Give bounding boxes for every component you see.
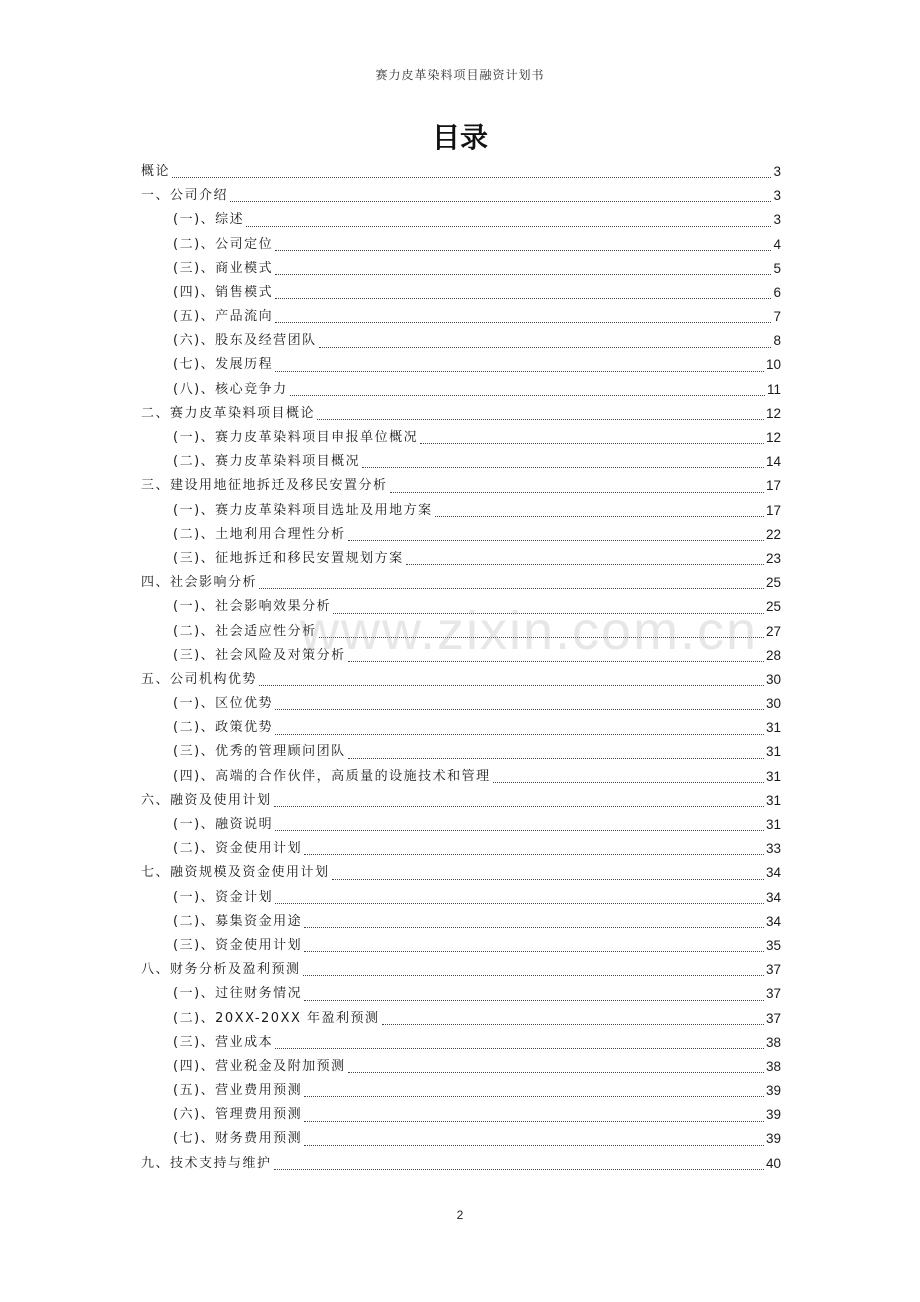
toc-entry-label: 五、公司机构优势 [141, 671, 258, 687]
toc-entry-label: (二)、社会适应性分析 [173, 623, 317, 639]
toc-entry-page: 3 [773, 163, 781, 179]
toc-entry-label: (三)、商业模式 [173, 260, 274, 276]
toc-entry-page: 37 [765, 962, 781, 978]
toc-entry-label: (一)、融资说明 [173, 817, 274, 833]
toc-entry[interactable] [141, 547, 781, 571]
toc-dot-leader [259, 684, 764, 686]
toc-entry-page: 6 [773, 284, 781, 300]
toc-entry-label: 八、财务分析及盈利预测 [141, 962, 301, 978]
toc-entry[interactable] [141, 765, 781, 789]
toc-entry-page: 12 [765, 430, 781, 446]
toc-entry-label: 一、公司介绍 [141, 188, 229, 204]
toc-entry-page: 4 [773, 236, 781, 252]
toc-entry-label: (一)、综述 [173, 212, 245, 228]
toc-dot-leader [275, 297, 771, 299]
running-header: 赛力皮革染料项目融资计划书 [375, 68, 545, 82]
toc-entry[interactable] [141, 934, 781, 958]
toc-entry[interactable] [141, 184, 781, 208]
toc-entry[interactable] [141, 1079, 781, 1103]
toc-entry-page: 31 [765, 744, 781, 760]
toc-dot-leader [435, 515, 764, 517]
toc-entry-label: (八)、核心竞争力 [173, 381, 288, 397]
toc-entry-label: 二、赛力皮革染料项目概论 [141, 405, 316, 421]
toc-dot-leader [304, 853, 764, 855]
toc-dot-leader [275, 1047, 764, 1049]
toc-entry-label: 九、技术支持与维护 [141, 1155, 272, 1171]
toc-dot-leader [275, 321, 771, 323]
toc-dot-leader [304, 1095, 764, 1097]
toc-entry-page: 23 [765, 550, 781, 566]
toc-dot-leader [348, 1071, 764, 1073]
toc-entry-label: 六、融资及使用计划 [141, 792, 272, 808]
toc-entry[interactable] [141, 499, 781, 523]
toc-dot-leader [406, 563, 764, 565]
toc-entry-label: (三)、优秀的管理顾问团队 [173, 744, 346, 760]
toc-entry[interactable] [141, 305, 781, 329]
toc-entry[interactable] [141, 1031, 781, 1055]
toc-entry[interactable] [141, 571, 781, 595]
toc-entry-label: (三)、营业成本 [173, 1034, 274, 1050]
toc-dot-leader [348, 660, 764, 662]
toc-entry-label: (一)、赛力皮革染料项目申报单位概况 [173, 430, 419, 446]
toc-entry[interactable] [141, 813, 781, 837]
toc-dot-leader [319, 346, 772, 348]
toc-entry-page: 33 [765, 841, 781, 857]
toc-entry-page: 34 [765, 889, 781, 905]
toc-dot-leader [274, 1168, 764, 1170]
toc-dot-leader [275, 733, 764, 735]
toc-entry-page: 40 [765, 1155, 781, 1171]
toc-entry-page: 37 [765, 986, 781, 1002]
toc-entry[interactable] [141, 1007, 781, 1031]
toc-dot-leader [304, 926, 764, 928]
toc-entry-label: (五)、产品流向 [173, 309, 274, 325]
toc-dot-leader [382, 1023, 764, 1025]
toc-dot-leader [362, 466, 764, 468]
toc-entry-page: 38 [765, 1034, 781, 1050]
toc-dot-leader [274, 805, 764, 807]
toc-entry-label: 七、融资规模及资金使用计划 [141, 865, 330, 881]
page-title: 目录 [431, 121, 488, 154]
toc-entry-label: (二)、政策优势 [173, 720, 274, 736]
toc-entry[interactable] [141, 1152, 781, 1176]
toc-entry-page: 17 [765, 502, 781, 518]
toc-entry-page: 3 [773, 212, 781, 228]
toc-entry[interactable] [141, 402, 781, 426]
toc-entry-label: (四)、销售模式 [173, 284, 274, 300]
toc-entry-label: (二)、土地利用合理性分析 [173, 526, 346, 542]
toc-entry-page: 17 [765, 478, 781, 494]
toc-entry[interactable] [141, 450, 781, 474]
table-of-contents [141, 160, 781, 1176]
toc-entry[interactable] [141, 910, 781, 934]
toc-entry-page: 10 [765, 357, 781, 373]
toc-entry-page: 12 [765, 405, 781, 421]
toc-entry-page: 38 [765, 1058, 781, 1074]
toc-entry-label: (四)、营业税金及附加预测 [173, 1058, 346, 1074]
toc-entry-page: 27 [765, 623, 781, 639]
toc-entry[interactable] [141, 1128, 781, 1152]
toc-dot-leader [333, 612, 764, 614]
toc-dot-leader [230, 200, 771, 202]
toc-entry-page: 30 [765, 696, 781, 712]
toc-entry-page: 34 [765, 865, 781, 881]
toc-entry-label: (一)、赛力皮革染料项目选址及用地方案 [173, 502, 433, 518]
toc-dot-leader [304, 999, 764, 1001]
toc-entry[interactable] [141, 1103, 781, 1127]
toc-entry-page: 3 [773, 188, 781, 204]
toc-dot-leader [275, 249, 771, 251]
toc-dot-leader [348, 539, 764, 541]
toc-entry-page: 25 [765, 599, 781, 615]
toc-dot-leader [275, 708, 764, 710]
toc-entry[interactable] [141, 378, 781, 402]
toc-entry-label: (二)、20XX-20XX 年盈利预测 [173, 1010, 380, 1026]
toc-entry[interactable] [141, 257, 781, 281]
toc-entry-label: (一)、过往财务情况 [173, 986, 303, 1002]
toc-entry-label: (三)、征地拆迁和移民安置规划方案 [173, 550, 404, 566]
toc-entry-label: (三)、社会风险及对策分析 [173, 647, 346, 663]
toc-entry[interactable] [141, 329, 781, 353]
toc-entry-page: 31 [765, 768, 781, 784]
watermark: www.zixin.com.cn [300, 601, 759, 661]
toc-entry[interactable] [141, 208, 781, 232]
toc-dot-leader [275, 273, 771, 275]
toc-entry-page: 31 [765, 817, 781, 833]
toc-entry[interactable] [141, 692, 781, 716]
toc-entry[interactable] [141, 595, 781, 619]
toc-entry-label: (七)、发展历程 [173, 357, 274, 373]
toc-dot-leader [303, 974, 764, 976]
toc-entry[interactable] [141, 354, 781, 378]
toc-entry[interactable] [141, 281, 781, 305]
toc-entry-label: 三、建设用地征地拆迁及移民安置分析 [141, 478, 388, 494]
toc-entry[interactable] [141, 837, 781, 861]
toc-dot-leader [332, 878, 764, 880]
toc-entry[interactable] [141, 233, 781, 257]
toc-entry-label: (二)、募集资金用途 [173, 913, 303, 929]
toc-entry-page: 28 [765, 647, 781, 663]
toc-dot-leader [246, 225, 771, 227]
toc-entry-page: 31 [765, 792, 781, 808]
toc-entry-label: (一)、资金计划 [173, 889, 274, 905]
toc-entry[interactable] [141, 474, 781, 498]
toc-entry[interactable] [141, 958, 781, 982]
toc-entry-label: (二)、赛力皮革染料项目概况 [173, 454, 361, 470]
toc-entry-page: 25 [765, 575, 781, 591]
toc-entry-label: (六)、股东及经营团队 [173, 333, 317, 349]
toc-entry[interactable] [141, 982, 781, 1006]
toc-dot-leader [390, 491, 764, 493]
toc-entry-label: 概论 [141, 163, 171, 179]
toc-entry-page: 37 [765, 1010, 781, 1026]
toc-entry-page: 39 [765, 1131, 781, 1147]
toc-dot-leader [275, 829, 764, 831]
toc-entry[interactable] [141, 861, 781, 885]
toc-entry-page: 11 [766, 381, 781, 397]
toc-entry-page: 22 [765, 526, 781, 542]
toc-dot-leader [304, 950, 764, 952]
toc-dot-leader [172, 176, 771, 178]
toc-dot-leader [275, 370, 764, 372]
toc-entry-page: 34 [765, 913, 781, 929]
toc-entry-label: (七)、财务费用预测 [173, 1131, 303, 1147]
toc-entry-label: (一)、社会影响效果分析 [173, 599, 332, 615]
toc-entry-label: (三)、资金使用计划 [173, 937, 303, 953]
toc-dot-leader [317, 418, 764, 420]
toc-entry-page: 39 [765, 1107, 781, 1123]
toc-entry-page: 35 [765, 937, 781, 953]
toc-dot-leader [304, 1120, 764, 1122]
toc-entry-label: (二)、公司定位 [173, 236, 274, 252]
toc-entry-page: 8 [773, 333, 781, 349]
toc-entry-page: 14 [765, 454, 781, 470]
toc-dot-leader [304, 1144, 764, 1146]
toc-entry[interactable] [141, 644, 781, 668]
toc-entry[interactable] [141, 160, 781, 184]
toc-dot-leader [290, 394, 765, 396]
toc-dot-leader [275, 902, 764, 904]
toc-entry-page: 30 [765, 671, 781, 687]
toc-entry-label: (二)、资金使用计划 [173, 841, 303, 857]
toc-entry-label: (五)、营业费用预测 [173, 1083, 303, 1099]
toc-dot-leader [259, 587, 764, 589]
toc-entry[interactable] [141, 886, 781, 910]
toc-entry[interactable] [141, 716, 781, 740]
toc-entry[interactable] [141, 620, 781, 644]
toc-entry-page: 31 [765, 720, 781, 736]
toc-entry-label: (六)、管理费用预测 [173, 1107, 303, 1123]
page-number: 2 [456, 1208, 464, 1222]
toc-entry-label: (四)、高端的合作伙伴，高质量的设施技术和管理 [173, 768, 491, 784]
toc-dot-leader [348, 757, 764, 759]
toc-entry-page: 5 [773, 260, 781, 276]
toc-entry-page: 7 [773, 309, 781, 325]
toc-dot-leader [420, 442, 764, 444]
toc-entry-label: 四、社会影响分析 [141, 575, 258, 591]
toc-entry[interactable] [141, 1055, 781, 1079]
toc-entry-label: (一)、区位优势 [173, 696, 274, 712]
toc-dot-leader [493, 781, 764, 783]
toc-entry[interactable] [141, 426, 781, 450]
toc-entry[interactable] [141, 668, 781, 692]
toc-entry[interactable] [141, 523, 781, 547]
toc-entry[interactable] [141, 789, 781, 813]
toc-entry-page: 39 [765, 1083, 781, 1099]
toc-dot-leader [319, 636, 764, 638]
toc-entry[interactable] [141, 741, 781, 765]
